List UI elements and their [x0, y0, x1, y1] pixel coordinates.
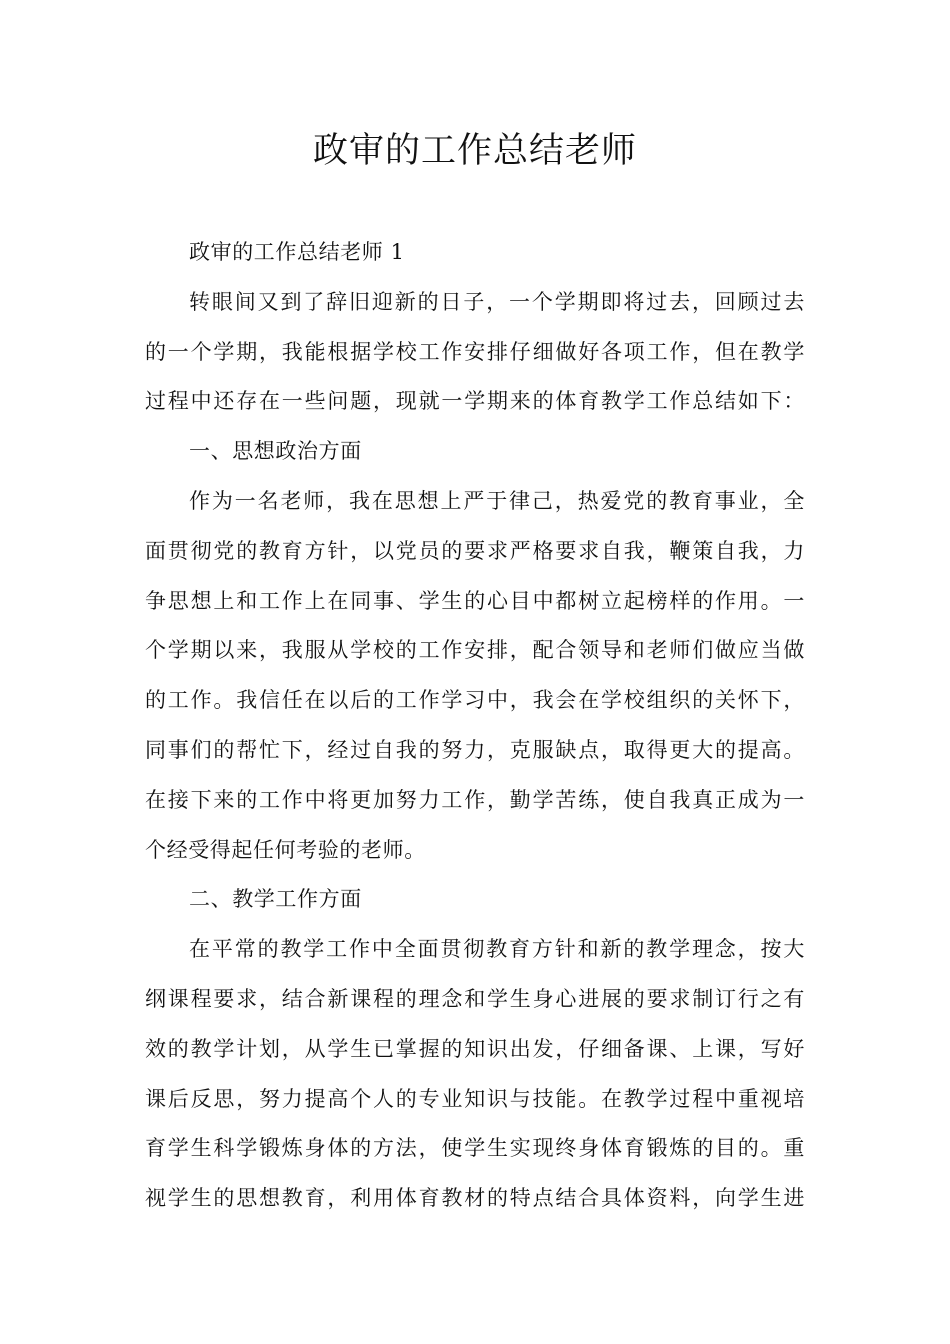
body-line: 的一个学期，我能根据学校工作安排仔细做好各项工作，但在教学: [145, 339, 805, 364]
body-line: 作为一名老师，我在思想上严于律己，热爱党的教育事业，全: [189, 488, 805, 513]
body-line: 过程中还存在一些问题，现就一学期来的体育教学工作总结如下：: [145, 389, 805, 414]
document-body: [145, 228, 805, 1224]
body-line: 同事们的帮忙下，经过自我的努力，克服缺点，取得更大的提高。: [145, 737, 805, 762]
body-line: 视学生的思想教育，利用体育教材的特点结合具体资料，向学生进: [145, 1186, 805, 1211]
body-line: 一、思想政治方面: [189, 439, 362, 464]
body-line: 争思想上和工作上在同事、学生的心目中都树立起榜样的作用。一: [145, 588, 805, 613]
body-line: 在接下来的工作中将更加努力工作，勤学苦练，使自我真正成为一: [145, 787, 805, 812]
body-line: 纲课程要求，结合新课程的理念和学生身心进展的要求制订行之有: [145, 986, 805, 1011]
document-title: 政审的工作总结老师: [312, 131, 637, 171]
body-line: 个经受得起任何考验的老师。: [145, 837, 426, 862]
body-line: 二、教学工作方面: [189, 887, 362, 912]
body-line: 在平常的教学工作中全面贯彻教育方针和新的教学理念，按大: [189, 937, 805, 962]
body-line: 的工作。我信任在以后的工作学习中，我会在学校组织的关怀下，: [145, 688, 805, 713]
body-line: 面贯彻党的教育方针，以党员的要求严格要求自我，鞭策自我，力: [145, 538, 805, 563]
body-line: 课后反思，努力提高个人的专业知识与技能。在教学过程中重视培: [145, 1086, 805, 1111]
body-line: 个学期以来，我服从学校的工作安排，配合领导和老师们做应当做: [145, 638, 805, 663]
body-line: 政审的工作总结老师 1: [189, 240, 405, 264]
body-line: 转眼间又到了辞旧迎新的日子，一个学期即将过去，回顾过去: [189, 289, 805, 314]
body-line: 育学生科学锻炼身体的方法，使学生实现终身体育锻炼的目的。重: [145, 1136, 805, 1161]
body-line: 效的教学计划，从学生已掌握的知识出发，仔细备课、上课，写好: [145, 1036, 805, 1061]
